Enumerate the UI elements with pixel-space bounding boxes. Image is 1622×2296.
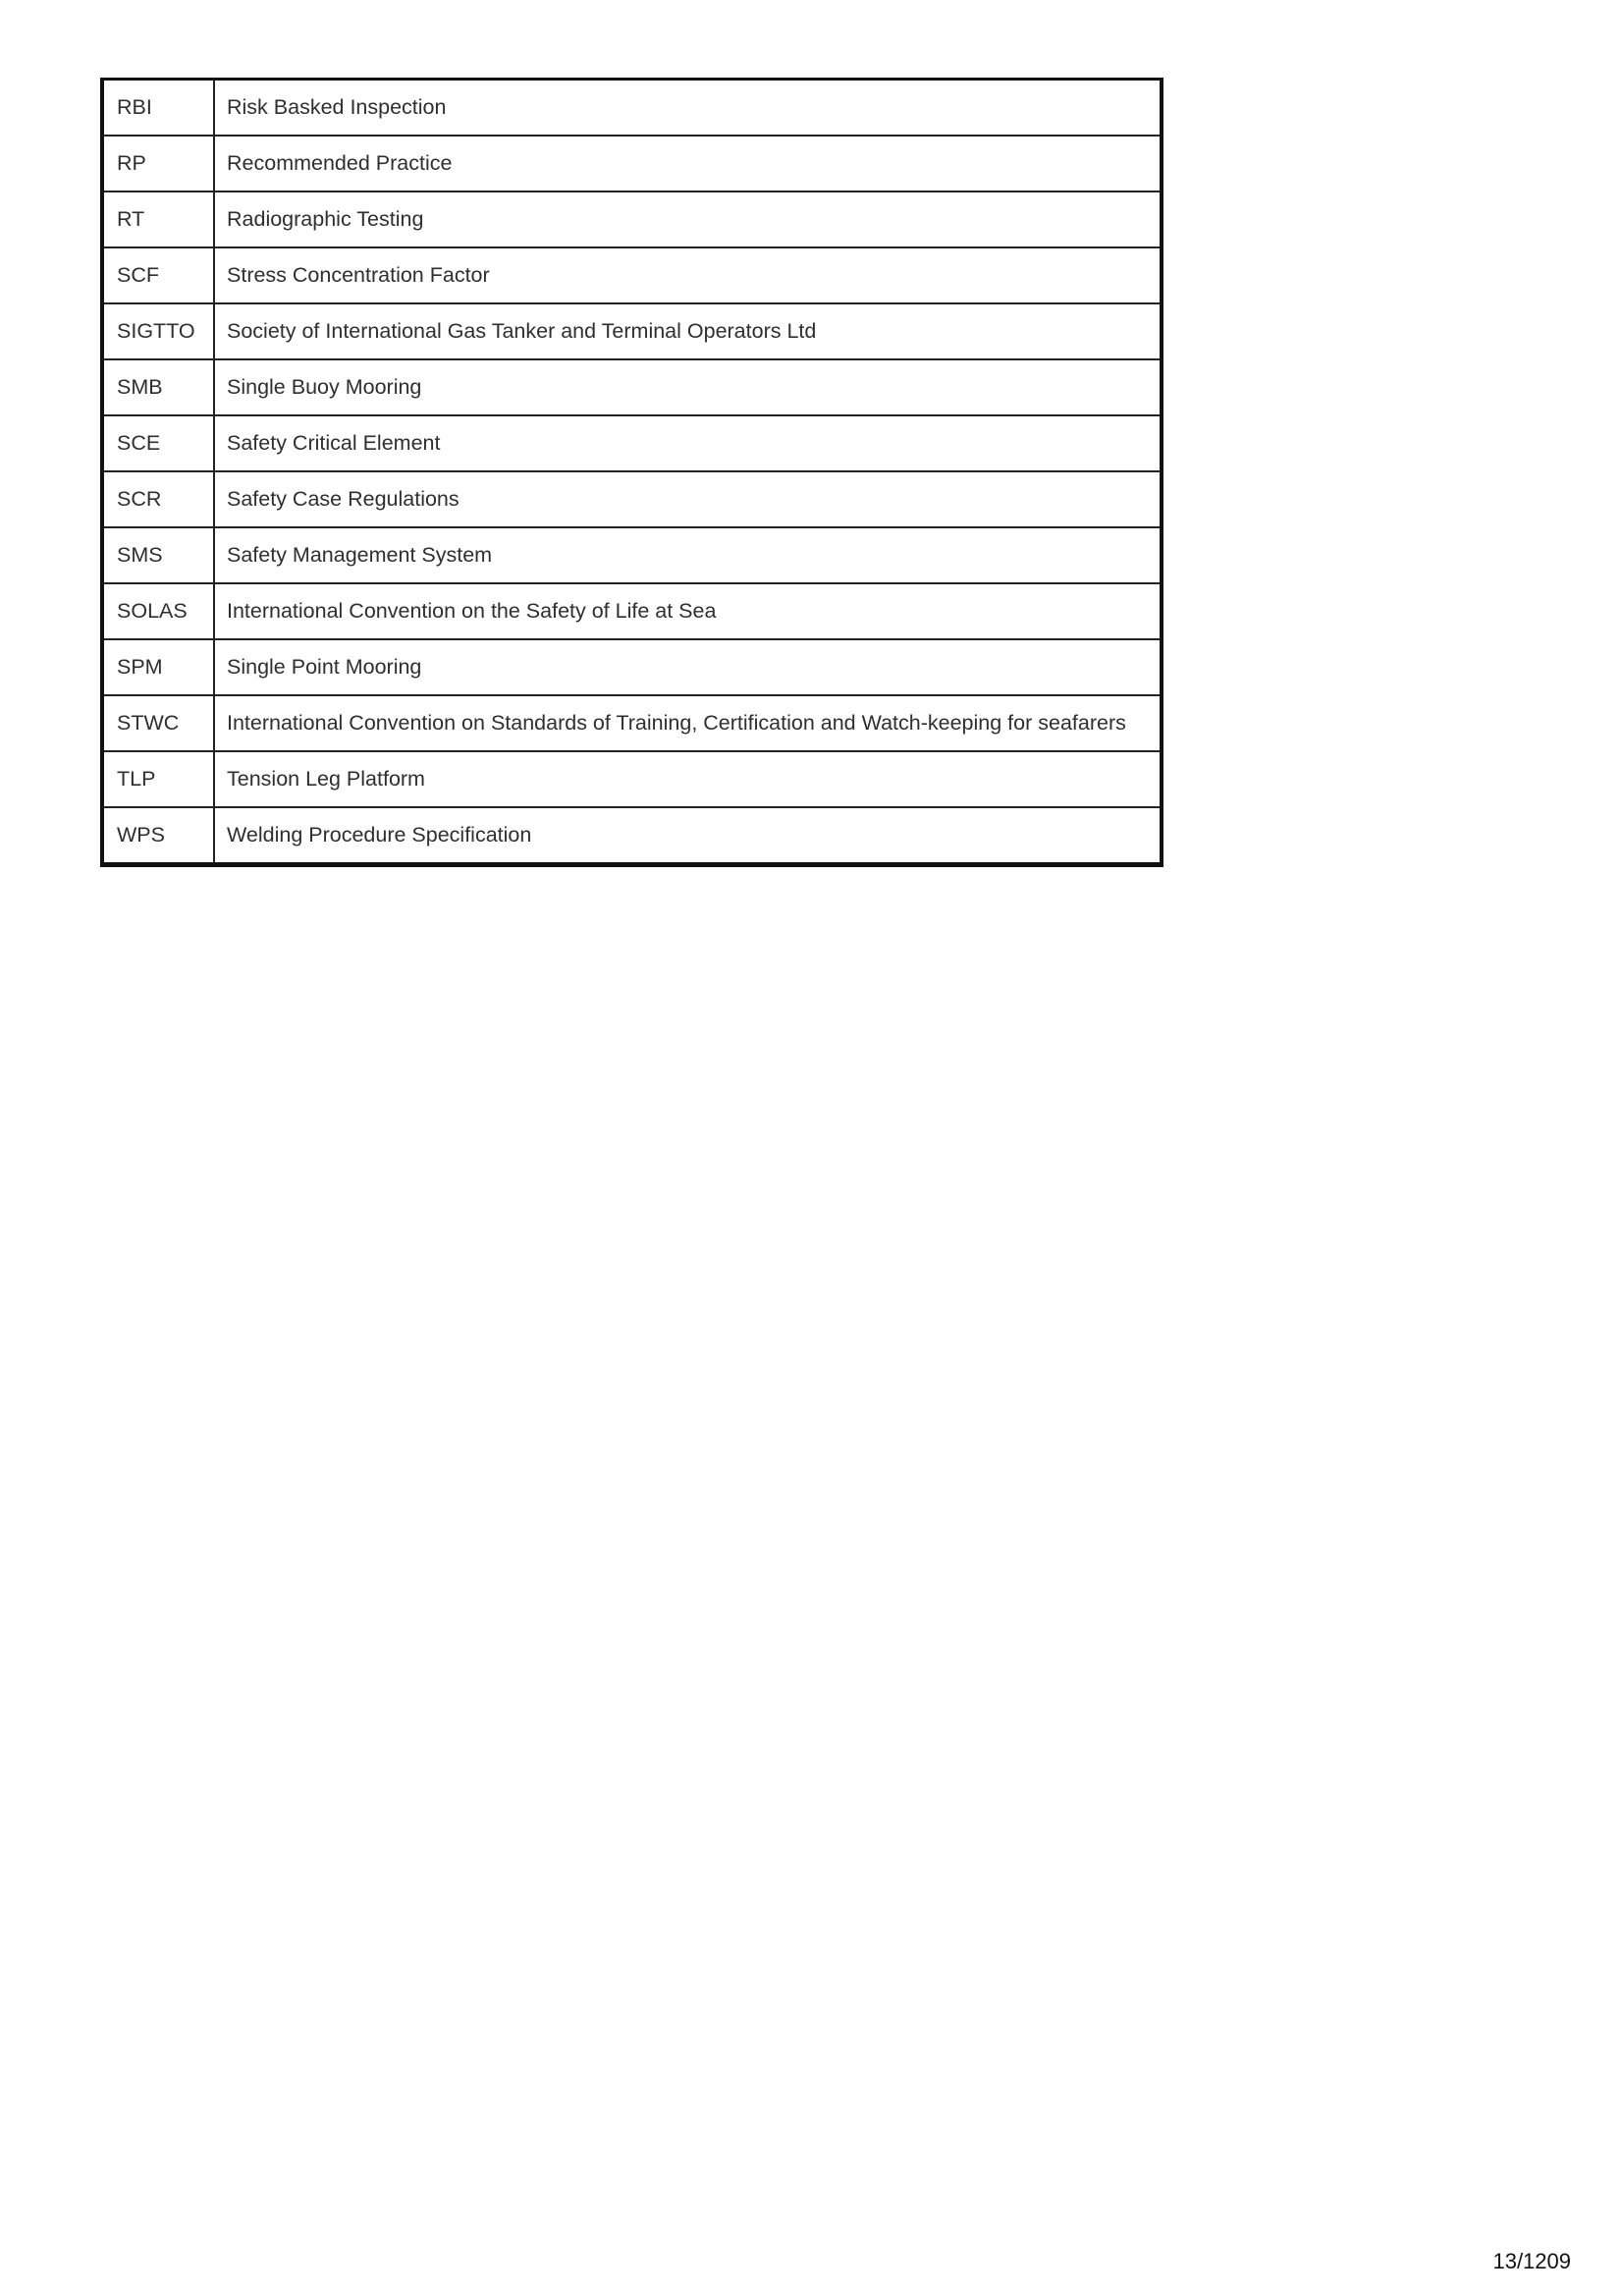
abbreviation-cell: SOLAS [102,583,214,639]
table-row [102,751,1162,807]
table-row [102,527,1162,583]
definition-cell: Single Point Mooring [214,639,1162,695]
abbreviation-cell: RP [102,136,214,191]
table-row [102,359,1162,415]
definition-cell: Single Buoy Mooring [214,359,1162,415]
abbreviation-cell: SPM [102,639,214,695]
definition-cell: Society of International Gas Tanker and Terminal Operators Ltd [214,303,1162,359]
page-number: 13/1209 [1492,2249,1571,2273]
table-row [102,191,1162,247]
definition-cell: Welding Procedure Specification [214,807,1162,865]
definition-cell: Tension Leg Platform [214,751,1162,807]
definition-cell: Safety Critical Element [214,415,1162,471]
table-row [102,247,1162,303]
table-row [102,80,1162,137]
table-row [102,471,1162,527]
table-row [102,807,1162,865]
definition-cell: Stress Concentration Factor [214,247,1162,303]
table-row [102,639,1162,695]
definition-cell: International Convention on the Safety of Life at Sea [214,583,1162,639]
abbreviation-cell: RT [102,191,214,247]
abbreviation-cell: SMS [102,527,214,583]
definition-cell: Risk Basked Inspection [214,80,1162,137]
abbreviation-cell: SCE [102,415,214,471]
abbreviation-cell: SMB [102,359,214,415]
abbreviation-cell: STWC [102,695,214,751]
abbreviation-cell: SCR [102,471,214,527]
definition-cell: Safety Management System [214,527,1162,583]
definition-cell: Recommended Practice [214,136,1162,191]
abbreviations-table [100,78,1163,867]
abbreviation-cell: WPS [102,807,214,865]
definition-cell: Radiographic Testing [214,191,1162,247]
table-row [102,303,1162,359]
table-row [102,136,1162,191]
abbreviation-cell: TLP [102,751,214,807]
abbreviation-cell: SCF [102,247,214,303]
table-row [102,583,1162,639]
abbreviation-cell: RBI [102,80,214,137]
table-row [102,695,1162,751]
definition-cell: International Convention on Standards of Training, Certification and Watch-keeping for seafarers [214,695,1162,751]
table-row [102,415,1162,471]
definition-cell: Safety Case Regulations [214,471,1162,527]
abbreviation-cell: SIGTTO [102,303,214,359]
